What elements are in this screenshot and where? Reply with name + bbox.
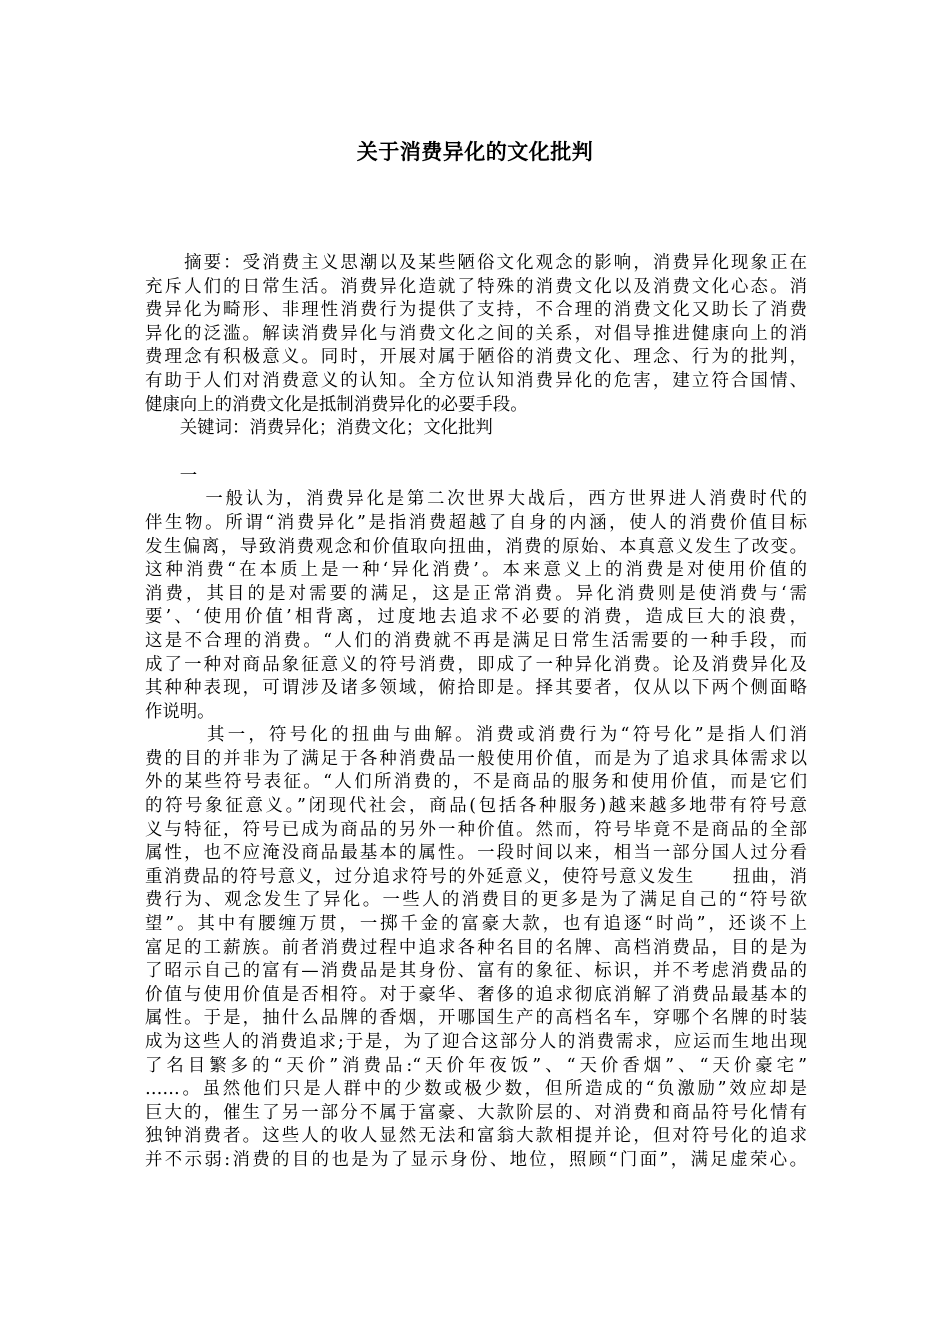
text-line: 费异化为畸形、非理性消费行为提供了支持，不合理的消费文化又助长了消费 xyxy=(145,300,807,321)
text-line: 了名目繁多的“天价”消费品:“天价年夜饭”、“天价香烟”、“天价豪宅” xyxy=(145,1055,807,1076)
text-line: 其一，符号化的扭曲与曲解。消费或消费行为“符号化”是指人们消 xyxy=(145,725,807,746)
text-line: 成为这些人的消费追求;于是，为了迎合这部分人的消费需求，应运而生地出现 xyxy=(145,1032,807,1052)
text-line: 健康向上的消费文化是抵制消费异化的必要手段。 xyxy=(145,394,528,415)
document-title: 关于消费异化的文化批判 xyxy=(356,139,594,164)
text-line: 并不示弱:消费的目的也是为了显示身份、地位，照顾“门面”，满足虚荣心。 xyxy=(145,1149,807,1170)
blank-line xyxy=(145,441,807,465)
text-line: 伴生物。所谓“消费异化”是指消费超越了自身的内涵，使人的消费价值目标 xyxy=(145,512,807,533)
text-line: 外的某些符号表征。“人们所消费的，不是商品的服务和使用价值，而是它们 xyxy=(145,772,807,793)
text-line: 要’、‘使用价值’相背离，过度地去追求不必要的消费，造成巨大的浪费， xyxy=(145,607,807,628)
text-line: 望”。其中有腰缠万贯，一掷千金的富豪大款，也有追逐“时尚”，还谈不上 xyxy=(145,914,807,935)
text-line: 发生偏离，导致消费观念和价值取向扭曲，消费的原始、本真意义发生了改变。 xyxy=(145,536,807,557)
document-body xyxy=(145,252,807,1173)
text-line: 了昭示自己的富有—消费品是其身份、富有的象征、标识，并不考虑消费品的 xyxy=(145,961,807,982)
text-line: 重消费品的符号意义，过分追求符号的外延意义，使符号意义发生 扭曲，消 xyxy=(145,866,807,887)
text-line: 摘要：受消费主义思潮以及某些陋俗文化观念的影响，消费异化现象正在 xyxy=(145,253,807,273)
text-line: 义与特征，符号已成为商品的另外一种价值。然而，符号毕竟不是商品的全部 xyxy=(145,819,807,840)
text-line: 消费，其目的是对需要的满足，这是正常消费。异化消费则是使消费与‘需 xyxy=(145,583,807,604)
text-line: 一 xyxy=(145,465,198,486)
text-line: 属性。于是，抽什么品牌的香烟，开哪国生产的高档名车，穿哪个名牌的时装 xyxy=(145,1008,807,1029)
text-line: 作说明。 xyxy=(145,701,215,722)
text-line: 费理念有积极意义。同时，开展对属于陋俗的消费文化、理念、行为的批判， xyxy=(145,347,807,368)
text-line: 成了一种对商品象征意义的符号消费，即成了一种异化消费。论及消费异化及 xyxy=(145,654,807,675)
text-line: 这种消费“在本质上是一种‘异化消费’。本来意义上的消费是对使用价值的 xyxy=(145,560,807,581)
text-line: 费行为、观念发生了异化。一些人的消费目的更多是为了满足自己的“符号欲 xyxy=(145,890,807,911)
text-line: 充斥人们的日常生活。消费异化造就了特殊的消费文化以及消费文化心态。消 xyxy=(145,276,807,297)
text-line: 其种种表现，可谓涉及诸多领域，俯拾即是。择其要者，仅从以下两个侧面略 xyxy=(145,678,807,699)
text-line: 富足的工薪族。前者消费过程中追求各种名目的名牌、高档消费品，目的是为 xyxy=(145,937,807,958)
text-line: 一般认为，消费异化是第二次世界大战后，西方世界进人消费时代的 xyxy=(145,489,807,510)
text-line: ……。虽然他们只是人群中的少数或极少数，但所造成的“负激励”效应却是 xyxy=(145,1079,807,1100)
text-line: 价值与使用价值是否相符。对于豪华、奢侈的追求彻底消解了消费品最基本的 xyxy=(145,984,807,1005)
text-line: 独钟消费者。这些人的收人显然无法和富翁大款相提并论，但对符号化的追求 xyxy=(145,1126,807,1147)
text-line: 关键词：消费异化；消费文化；文化批判 xyxy=(145,418,493,439)
text-line: 这是不合理的消费。“人们的消费就不再是满足日常生活需要的一种手段，而 xyxy=(145,630,807,651)
text-line: 异化的泛滥。解读消费异化与消费文化之间的关系，对倡导推进健康向上的消 xyxy=(145,323,807,344)
text-line: 有助于人们对消费意义的认知。全方位认知消费异化的危害，建立符合国情、 xyxy=(145,370,807,391)
text-line: 巨大的，催生了另一部分不属于富豪、大款阶层的、对消费和商品符号化情有 xyxy=(145,1102,807,1123)
text-line: 属性，也不应淹没商品最基本的属性。一段时间以来，相当一部分国人过分看 xyxy=(145,843,807,864)
text-line: 的符号象征意义。”闭现代社会，商品(包括各种服务)越来越多地带有符号意 xyxy=(145,796,807,817)
text-line: 费的目的并非为了满足于各种消费品一般使用价值，而是为了追求具体需求以 xyxy=(145,748,807,769)
